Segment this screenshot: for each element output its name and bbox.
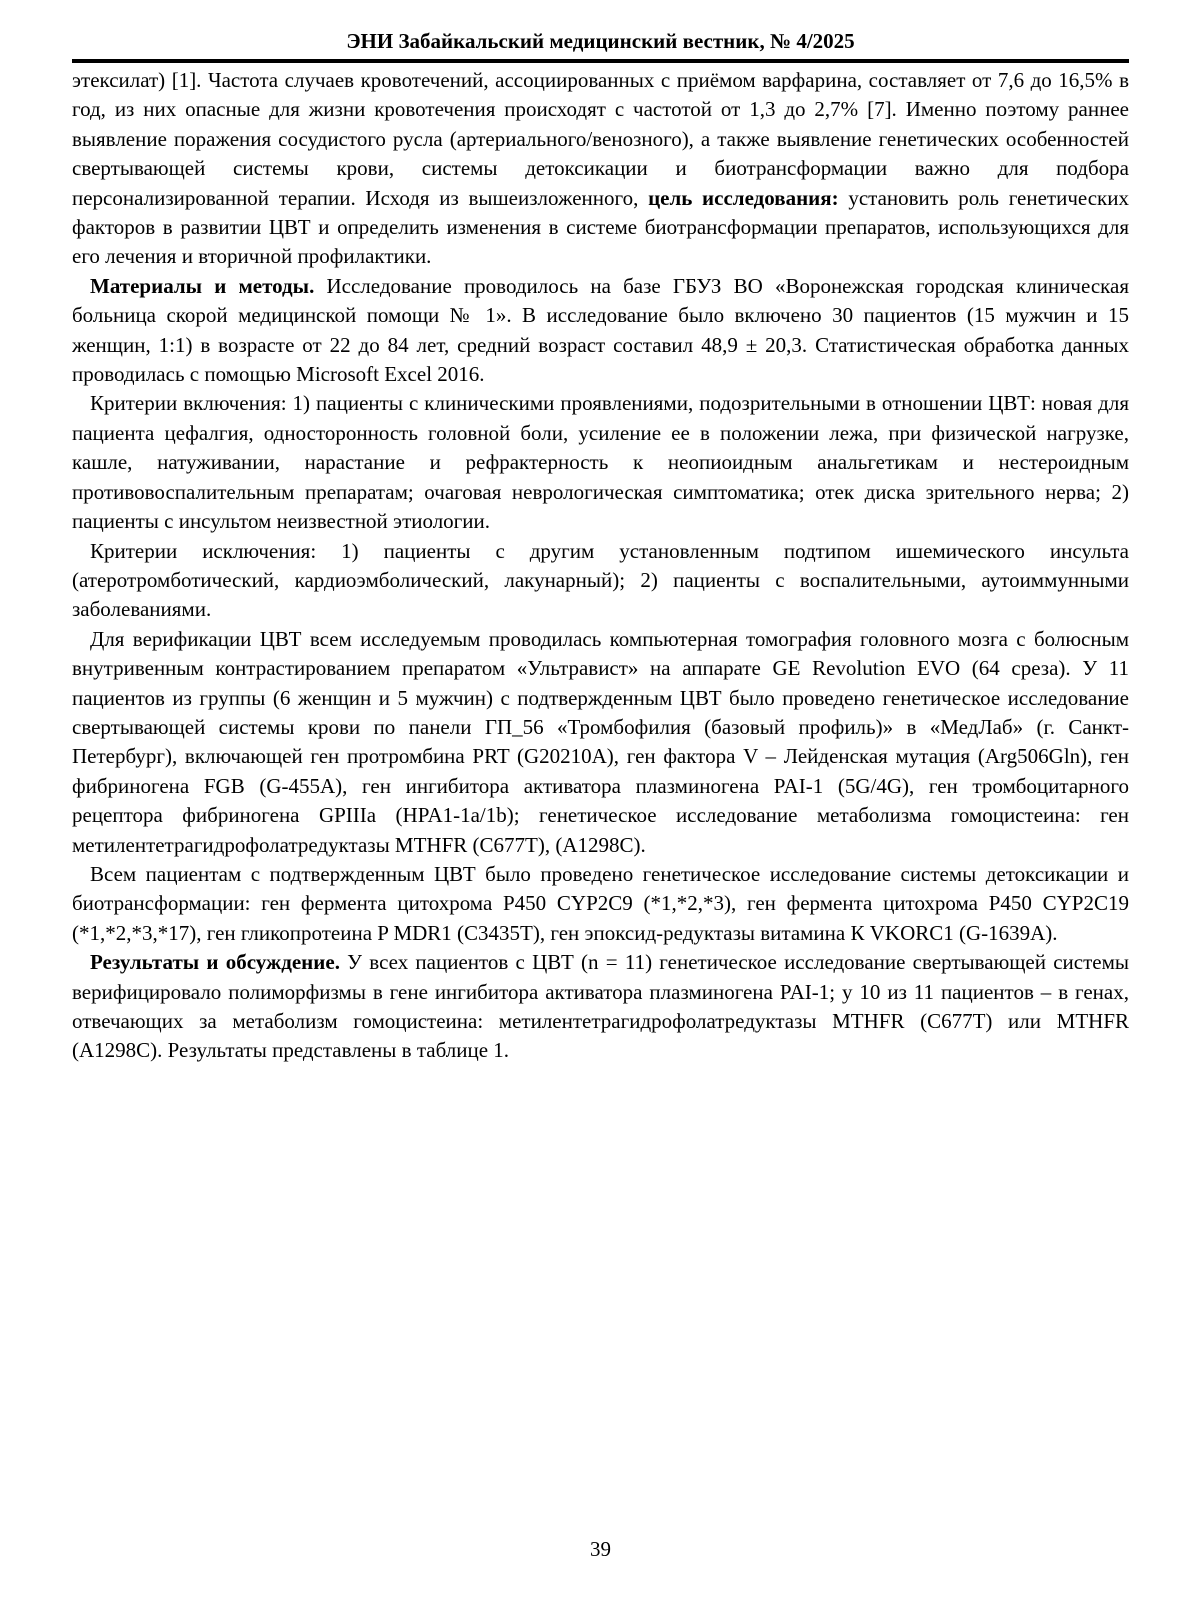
materials-methods-heading: Материалы и методы. xyxy=(90,273,315,298)
paragraph-inclusion-criteria: Критерии включения: 1) пациенты с клиническими проявлениями, подозрительными в отношении ЦВТ: новая для пациента цефалгия, односторонность головной боли, усиление ее в положении лежа, при физической нагрузке, кашле, натуживании, нарастание и рефрактерность к неопиоидным анальгетикам и нестероидным противовоспалительным препаратам; очаговая неврологическая симптоматика; отек диска зрительного нерва; 2) пациенты с инсультом неизвестной этиологии. xyxy=(72,391,1129,534)
journal-page xyxy=(72,0,1129,1600)
paragraph-verification: Для верификации ЦВТ всем исследуемым проводилась компьютерная томография головного мозга с болюсным внутривенным контрастированием препаратом «Ультравист» на аппарате GE Revolution EVO (64 среза). У 11 пациентов из группы (6 женщин и 5 мужчин) с подтвержденным ЦВТ было проведено генетическое исследование свертывающей системы крови по панели ГП_56 «Тромбофилия (базовый профиль)» в «МедЛаб» (г. Санкт-Петербург), включающей ген протромбина PRT (G20210A), ген фактора V – Лейденская мутация (Arg506Gln), ген фибриногена FGB (G-455A), ген ингибитора активатора плазминогена PAI-1 (5G/4G), ген тромбоцитарного рецептора фибриногена GPIIIa (HPA1-1a/1b); генетическое исследование метаболизма гомоцистеина: ген метилентетрагидрофолатредуктазы MTHFR (C677T), (A1298C). xyxy=(72,626,1129,857)
study-aim-text: установить роль генетических факторов в развитии ЦВТ и определить изменения в системе биотрансформации препаратов, использующихся для его лечения и вторичной профилактики. xyxy=(72,185,1129,269)
results-heading: Результаты и обсуждение. xyxy=(90,950,340,975)
paragraph-exclusion-criteria: Критерии исключения: 1) пациенты с другим установленным подтипом ишемического инсульта (атеротромботический, кардиоэмболический, лакунарный); 2) пациенты с воспалительными, аутоиммунными заболеваниями. xyxy=(72,538,1129,622)
results-text: У всех пациентов с ЦВТ (n = 11) генетическое исследование свертывающей системы верифицировало полиморфизмы в гене ингибитора активатора плазминогена PAI-1; у 10 из 11 пациентов – в генах, отвечающих за метаболизм гомоцистеина: метилентетрагидрофолатредуктазы MTHFR (C677T) или MTHFR (A1298C). Результаты представлены в таблице 1. xyxy=(72,950,1129,1063)
paragraph-intro-continuation xyxy=(72,66,1129,272)
page-number: 39 xyxy=(590,1537,611,1561)
intro-text-before-aim: этексилат) [1]. Частота случаев кровотечений, ассоциированных с приёмом варфарина, составляет от 7,6 до 16,5% в год, из них опасные для жизни кровотечения происходят с частотой от 1,3 до 2,7% [7]. Именно поэтому раннее выявление поражения сосудистого русла (артериального/венозного), а также выявление генетических особенностей свертывающей системы крови, системы детоксикации и биотрансформации важно для подбора персонализированной терапии. Исходя из вышеизложенного, xyxy=(72,68,1129,210)
paragraph-materials-methods xyxy=(72,272,1129,390)
article-body xyxy=(72,66,1129,1066)
study-aim-heading: цель исследования: xyxy=(648,185,839,210)
header-divider xyxy=(72,59,1129,63)
materials-methods-text: Исследование проводилось на базе ГБУЗ ВО «Воронежская городская клиническая больница скорой медицинской помощи № 1». В исследование было включено 30 пациентов (15 мужчин и 15 женщин, 1:1) в возрасте от 22 до 84 лет, средний возраст составил 48,9 ± 20,3. Статистическая обработка данных проводилась с помощью Microsoft Excel 2016. xyxy=(72,273,1130,387)
paragraph-biotransformation: Всем пациентам с подтвержденным ЦВТ было проведено генетическое исследование системы детоксикации и биотрансформации: ген фермента цитохрома P450 CYP2C9 (*1,*2,*3), ген фермента цитохрома P450 CYP2C19 (*1,*2,*3,*17), ген гликопротеина P MDR1 (C3435T), ген эпоксид-редуктазы витамина К VKORC1 (G-1639A). xyxy=(72,861,1129,945)
paragraph-results xyxy=(72,948,1129,1066)
journal-header: ЭНИ Забайкальский медицинский вестник, № 4/2025 xyxy=(346,29,855,53)
